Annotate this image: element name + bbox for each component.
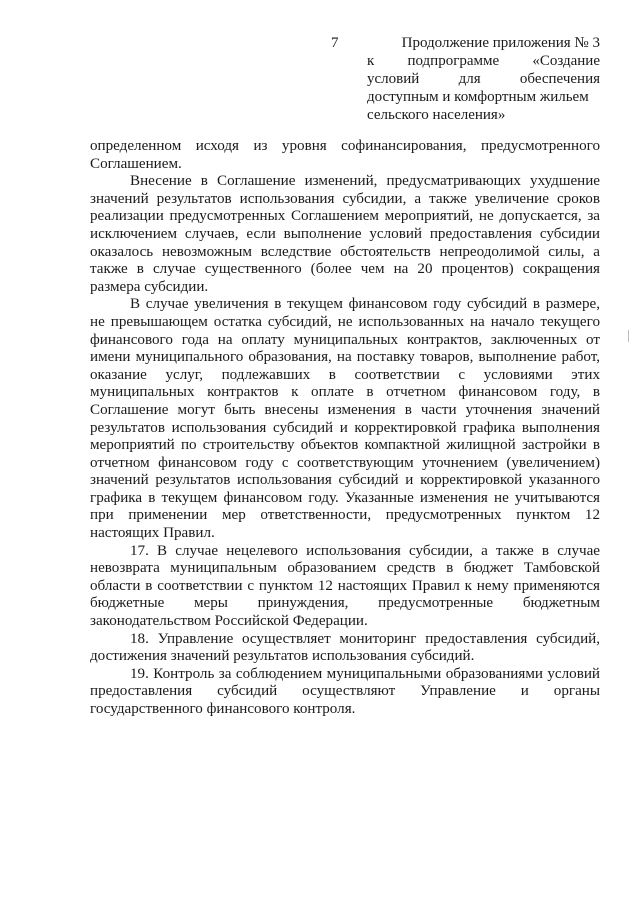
header-text: доступным и комфортным жильем (367, 89, 589, 105)
header-word: условий (367, 71, 420, 87)
paragraph-agreement-changes: Внесение в Соглашение изменений, предусматривающих ухудшение значений результатов использования субсидии, а также увеличение сроков реализации предусмотренных Соглашением мероприятий, не допускается, за исключением случаев, если выполнение условий предоставления субсидии оказалось невозможным вследствие обстоятельств непреодолимой силы, а также в случае существенного (более чем на 20 процентов) сокращения размера субсидии. (90, 173, 600, 295)
header-line-5 (367, 106, 600, 124)
header-appendix-continuation: Продолжение приложения № 3 (401, 35, 600, 51)
paragraph-continuation: определенном исходя из уровня софинансирования, предусмотренного Соглашением. (90, 138, 600, 172)
header-word: для (458, 71, 481, 87)
page-number: 7 (331, 35, 339, 51)
header-line-2 (367, 52, 600, 70)
header-word: «Создание (532, 53, 600, 69)
paragraph-item-17: 17. В случае нецелевого использования субсидии, а также в случае невозврата муниципальным образованием средств в бюджет Тамбовской области в соответствии с пунктом 12 настоящих Правил к нему применяются бюджетные меры принуждения, предусмотренные бюджетным законодательством Российской Федерации. (90, 542, 600, 630)
appendix-header (367, 34, 600, 124)
document-body (90, 138, 600, 719)
header-word: подпрограмме (407, 53, 500, 69)
header-line-1 (367, 34, 600, 52)
header-word: к (367, 53, 375, 69)
margin-mark (628, 330, 631, 342)
paragraph-item-18: 18. Управление осуществляет мониторинг предоставления субсидий, достижения значений результатов использования субсидий. (90, 630, 600, 665)
header-line-3 (367, 70, 600, 88)
header-line-4 (367, 88, 600, 106)
header-text: сельского населения» (367, 107, 506, 123)
header-word: обеспечения (519, 71, 600, 87)
paragraph-item-19: 19. Контроль за соблюдением муниципальными образованиями условий предоставления субсидий осуществляют Управление и органы государственного финансового контроля. (90, 665, 600, 717)
paragraph-subsidy-increase: В случае увеличения в текущем финансовом году субсидий в размере, не превышающем остатка субсидий, не использованных на начало текущего финансового года на оплату муниципальных контрактов, заключенных от имени муниципального образования, на поставку товаров, выполнение работ, оказание услуг, подлежавших в соответствии с условиями этих муниципальных контрактов к оплате в отчетном финансовом году, в Соглашение могут быть внесены изменения в части уточнения значений результатов использования субсидий и корректировкой графика выполнения мероприятий по строительству объектов компактной жилищной застройки в отчетном финансовом году с соответствующим уточнением (увеличением) значений результатов использования субсидий и корректировкой указанного графика в текущем финансовом году. Указанные изменения не учитываются при применении мер ответственности, предусмотренных пунктом 12 настоящих Правил. (90, 296, 600, 542)
